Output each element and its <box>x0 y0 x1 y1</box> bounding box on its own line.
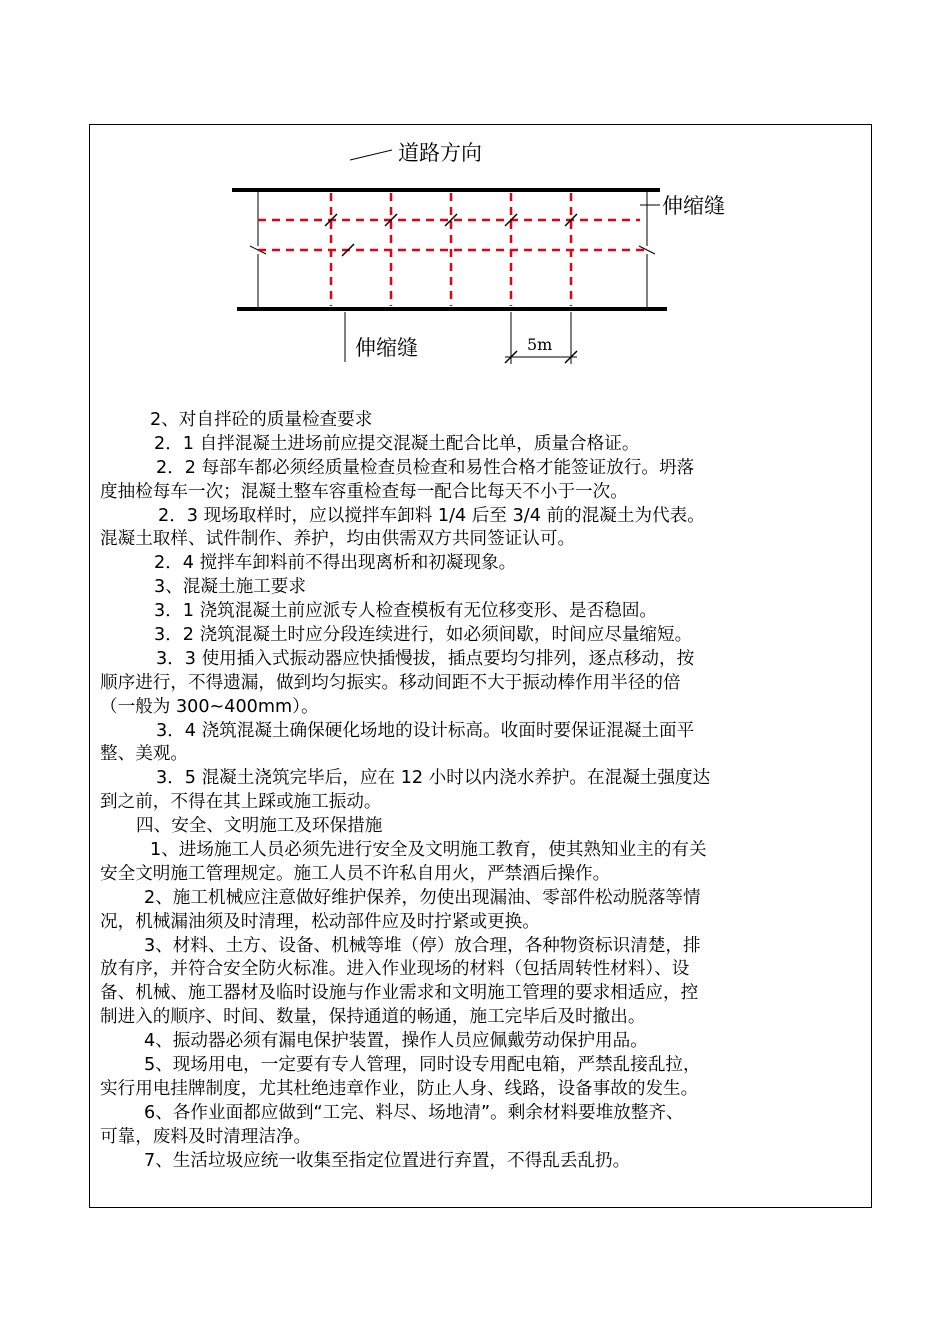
spacing-label: 5m <box>527 335 553 354</box>
text-line: 7、生活垃圾应统一收集至指定位置进行弃置，不得乱丢乱扔。 <box>144 1150 631 1171</box>
text-line: 顺序进行，不得遗漏，做到均匀振实。移动间距不大于振动棒作用半径的倍 <box>100 672 681 693</box>
text-line: 度抽检每车一次；混凝土整车容重检查每一配合比每天不小于一次。 <box>100 481 628 502</box>
road-joint-diagram <box>200 130 725 370</box>
road-direction-label: 道路方向 <box>398 141 482 165</box>
text-line: 3．1 浇筑混凝土前应派专人检查模板有无位移变形、是否稳固。 <box>154 601 658 622</box>
text-line: 2、施工机械应注意做好维护保养，勿使出现漏油、零部件松动脱落等情 <box>144 887 701 908</box>
direction-leader-line <box>350 150 392 160</box>
text-line: 1、进场施工人员必须先进行安全及文明施工教育，使其熟知业主的有关 <box>150 840 707 861</box>
text-line: 2．2 每部车都必须经质量检查员检查和易性合格才能签证放行。坍落 <box>156 457 695 478</box>
text-line: 备、机械、施工器材及临时设施与作业需求和文明施工管理的要求相适应，控 <box>100 983 699 1004</box>
text-line: 3、混凝土施工要求 <box>154 577 306 598</box>
body-text <box>100 409 866 1174</box>
text-line: 3、材料、土方、设备、机械等堆（停）放合理，各种物资标识清楚，排 <box>144 935 701 956</box>
text-line: 到之前，不得在其上踩或施工振动。 <box>100 792 382 813</box>
text-line: 4、振动器必须有漏电保护装置，操作人员应佩戴劳动保护用品。 <box>144 1031 648 1052</box>
joint-label-bottom: 伸缩缝 <box>355 336 418 360</box>
text-line: 2．1 自拌混凝土进场前应提交混凝土配合比单，质量合格证。 <box>154 433 640 454</box>
text-line: 安全文明施工管理规定。施工人员不许私自用火，严禁酒后操作。 <box>100 863 611 884</box>
text-line: 3．4 浇筑混凝土确保硬化场地的设计标高。收面时要保证混凝土面平 <box>156 720 695 741</box>
text-line: 2．3 现场取样时，应以搅拌车卸料 1/4 后至 3/4 前的混凝土为代表。 <box>158 505 705 526</box>
text-line: 实行用电挂牌制度，尤其杜绝违章作业，防止人身、线路，设备事故的发生。 <box>100 1078 699 1099</box>
text-line: 3．3 使用插入式振动器应快插慢拔，插点要均匀排列，逐点移动，按 <box>156 648 695 669</box>
text-line: 3．2 浇筑混凝土时应分段连续进行，如必须间歇，时间应尽量缩短。 <box>154 625 693 646</box>
text-line: 6、各作业面都应做到“工完、料尽、场地清”。剩余材料要堆放整齐、 <box>144 1102 684 1123</box>
text-line: 整、美观。 <box>100 744 188 765</box>
text-line: 可靠，废料及时清理洁净。 <box>100 1126 312 1147</box>
text-line: 混凝土取样、试件制作、养护，均由供需双方共同签证认可。 <box>100 529 576 550</box>
joint-label-right: 伸缩缝 <box>662 194 725 218</box>
text-line: 5、现场用电，一定要有专人管理，同时设专用配电箱，严禁乱接乱拉， <box>144 1055 701 1076</box>
text-line: 2、对自拌砼的质量检查要求 <box>150 410 373 430</box>
text-line: 放有序，并符合安全防火标准。进入作业现场的材料（包括周转性材料）、设 <box>100 959 690 980</box>
text-line: 3．5 混凝土浇筑完毕后，应在 12 小时以内浇水养护。在混凝土强度达 <box>156 768 711 789</box>
text-line: 况，机械漏油须及时清理，松动部件应及时拧紧或更换。 <box>100 911 540 932</box>
text-line: （一般为 300~400mm）。 <box>100 696 319 717</box>
text-line: 制进入的顺序、时间、数量，保持通道的畅通，施工完毕后及时撤出。 <box>100 1007 646 1028</box>
text-line: 四、安全、文明施工及环保措施 <box>136 816 383 837</box>
text-line: 2．4 搅拌车卸料前不得出现离析和初凝现象。 <box>154 553 517 574</box>
